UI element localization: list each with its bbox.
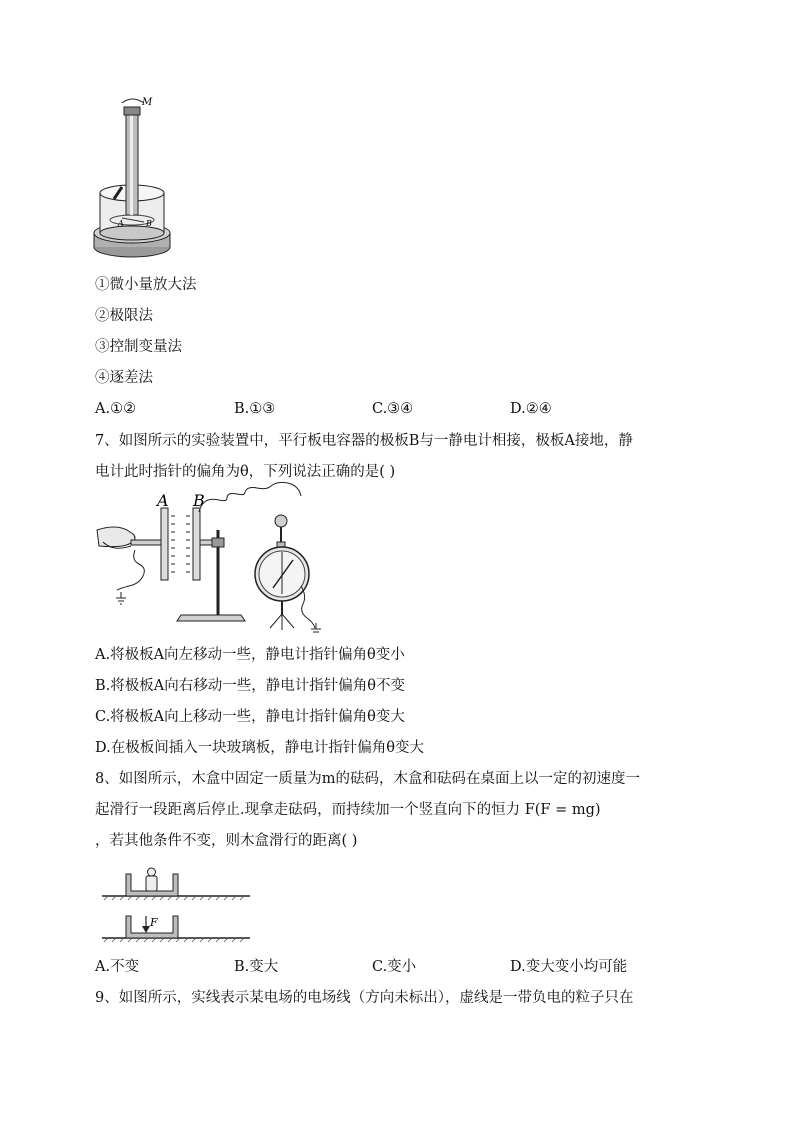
q7-option-b: B.将极板A向右移动一些，静电计指针偏角θ不变 [95,678,405,694]
label-a: A [118,219,124,228]
q8-option-b: B.变大 [234,959,279,975]
method-item: ③控制变量法 [95,339,182,355]
q7-option-a: A.将极板A向左移动一些，静电计指针偏角θ变小 [95,647,405,663]
q6-option-b: B.①③ [234,401,276,417]
q6-option-a: A.①② [95,401,137,417]
q7-stem-line2: 电计此时指针的偏角为θ，下列说法正确的是( ) [95,464,396,480]
q6-option-c: C.③④ [372,401,414,417]
wooden-box-figure [100,862,255,947]
plate-a-label: A [157,491,169,510]
label-b: B [146,219,152,228]
q8-option-c: C.变小 [372,959,417,975]
q8-stem-line1: 8、如图所示，木盒中固定一质量为m的砝码，木盒和砝码在桌面上以一定的初速度一 [95,771,640,787]
q8-option-a: A.不变 [95,959,140,975]
q6-option-d: D.②④ [510,401,552,417]
q7-option-d: D.在极板间插入一块玻璃板，静电计指针偏角θ变大 [95,740,424,756]
method-item: ②极限法 [95,308,153,324]
capacitor-electrometer-figure [95,490,335,635]
q8-stem-line2: 起滑行一段距离后停止.现拿走砝码，而持续加一个竖直向下的恒力 F(F = mg) [95,802,601,818]
q8-stem-line3: ，若其他条件不变，则木盒滑行的距离( ) [95,833,358,849]
apparatus-figure [92,95,182,260]
force-label: F [150,916,158,929]
method-item: ①微小量放大法 [95,277,197,293]
q9-stem-line1: 9、如图所示，实线表示某电场的电场线（方向未标出），虚线是一带负电的粒子只在 [95,990,634,1006]
q8-option-d: D.变大变小均可能 [510,959,628,975]
q7-stem-line1: 7、如图所示的实验装置中，平行板电容器的极板B与一静电计相接，极板A接地，静 [95,433,633,449]
label-m: M [142,97,153,108]
plate-b-label: B [193,491,205,510]
method-item: ④逐差法 [95,370,153,386]
q7-option-c: C.将极板A向上移动一些，静电计指针偏角θ变大 [95,709,405,725]
